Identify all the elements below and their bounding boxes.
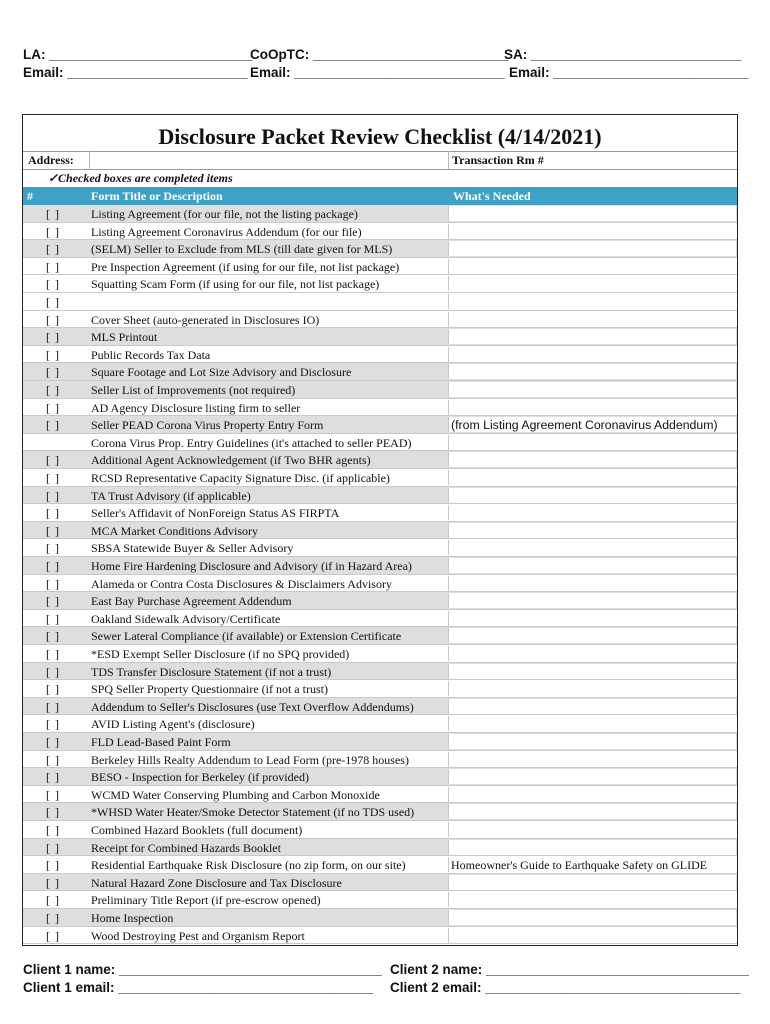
form-title: Receipt for Combined Hazards Booklet	[91, 840, 281, 855]
whats-needed-cell[interactable]	[448, 646, 736, 661]
coop-email-field[interactable]: Email: ____________________________	[250, 65, 505, 80]
table-row	[23, 786, 737, 804]
table-row	[23, 487, 737, 505]
table-row	[23, 451, 737, 469]
checkbox[interactable]: [ ]	[46, 365, 60, 380]
whats-needed-cell[interactable]	[448, 910, 736, 925]
whats-needed-cell[interactable]	[448, 875, 736, 890]
checkbox[interactable]: [ ]	[46, 559, 60, 573]
whats-needed-cell[interactable]	[448, 452, 736, 467]
table-row	[23, 663, 737, 681]
form-title: Cover Sheet (auto-generated in Disclosures IO)	[91, 312, 320, 327]
whats-needed-cell[interactable]	[448, 928, 736, 943]
checkbox[interactable]: [ ]	[46, 453, 60, 468]
whats-needed-cell[interactable]	[448, 540, 736, 555]
whats-needed-cell[interactable]	[448, 224, 736, 239]
form-title: Sewer Lateral Compliance (if available) or Extension Certificate	[91, 629, 402, 644]
checkbox[interactable]: [ ]	[46, 752, 60, 767]
divider	[23, 169, 737, 170]
whats-needed-cell[interactable]	[448, 892, 736, 907]
table-row	[23, 293, 737, 311]
form-title: SBSA Statewide Buyer & Seller Advisory	[91, 541, 294, 556]
checkbox[interactable]: [ ]	[46, 347, 60, 362]
whats-needed-cell[interactable]	[448, 681, 736, 696]
whats-needed-cell[interactable]	[448, 716, 736, 731]
table-row	[23, 627, 737, 645]
checkbox[interactable]: [ ]	[46, 805, 60, 820]
checkbox[interactable]: [ ]	[46, 664, 60, 679]
form-title: Oakland Sidewalk Advisory/Certificate	[91, 611, 281, 626]
table-row	[23, 539, 737, 557]
table-row	[23, 592, 737, 610]
whats-needed-cell[interactable]	[448, 347, 736, 362]
checkbox[interactable]: [ ]	[46, 611, 60, 626]
form-title: Preliminary Title Report (if pre-escrow opened)	[91, 893, 321, 908]
form-title: Home Fire Hardening Disclosure and Advisory (if in Hazard Area)	[91, 559, 412, 573]
form-title: Addendum to Seller's Disclosures (use Text Overflow Addendums)	[91, 699, 414, 714]
whats-needed-cell[interactable]	[448, 664, 736, 679]
checkbox[interactable]: [ ]	[46, 875, 60, 890]
table-row	[23, 469, 737, 487]
whats-needed-cell[interactable]	[448, 364, 736, 379]
table-row	[23, 311, 737, 329]
sa-email-field[interactable]: Email: __________________________	[509, 65, 749, 80]
whats-needed-cell[interactable]	[448, 699, 736, 714]
checkbox[interactable]: [ ]	[46, 928, 60, 943]
whats-needed-cell[interactable]	[448, 769, 736, 784]
form-title: Public Records Tax Data	[91, 347, 211, 362]
form-title: Listing Agreement (for our file, not the listing package)	[91, 207, 358, 221]
form-title: BESO - Inspection for Berkeley (if provided)	[91, 770, 309, 785]
form-title: FLD Lead-Based Paint Form	[91, 735, 231, 749]
form-title: Home Inspection	[91, 911, 174, 925]
table-row	[23, 557, 737, 575]
form-title: Square Footage and Lot Size Advisory and Disclosure	[91, 365, 352, 380]
table-row	[23, 575, 737, 593]
checkbox[interactable]: [ ]	[46, 523, 60, 538]
form-title: Listing Agreement Coronavirus Addendum (for our file)	[91, 224, 362, 239]
checkbox[interactable]: [ ]	[46, 858, 60, 873]
divider	[448, 151, 449, 169]
form-title: Berkeley Hills Realty Addendum to Lead Form (pre-1978 houses)	[91, 752, 409, 767]
table-row	[23, 751, 737, 769]
form-title: Seller List of Improvements (not required)	[91, 383, 296, 397]
table-row	[23, 399, 737, 417]
checkbox[interactable]: [ ]	[46, 699, 60, 714]
whats-needed-cell[interactable]	[448, 857, 736, 872]
form-title: Corona Virus Prop. Entry Guidelines (it's attached to seller PEAD)	[91, 435, 412, 450]
whats-needed-cell[interactable]	[448, 312, 736, 327]
form-title: Squatting Scam Form (if using for our file, not list package)	[91, 277, 380, 292]
checkbox[interactable]: [ ]	[46, 840, 60, 855]
form-title: Wood Destroying Pest and Organism Report	[91, 928, 305, 943]
table-header	[23, 187, 737, 205]
checkbox[interactable]: [ ]	[46, 330, 60, 345]
form-title: Seller's Affidavit of NonForeign Status AS FIRPTA	[91, 506, 340, 521]
form-title: Residential Earthquake Risk Disclosure (no zip form, on our site)	[91, 858, 406, 873]
form-title: Additional Agent Acknowledgement (if Two BHR agents)	[91, 453, 371, 468]
table-row	[23, 416, 737, 434]
checkbox[interactable]: [ ]	[46, 911, 60, 925]
whats-needed-cell[interactable]	[448, 241, 736, 256]
checkbox[interactable]: [ ]	[46, 541, 60, 556]
checkbox[interactable]: [ ]	[46, 647, 60, 661]
checkbox[interactable]: [ ]	[46, 207, 60, 221]
table-row	[23, 733, 737, 751]
col-whats-needed: What's Needed	[453, 189, 531, 203]
form-title: Seller PEAD Corona Virus Property Entry Form	[91, 418, 324, 433]
checkbox[interactable]: [ ]	[46, 893, 60, 908]
checkbox[interactable]: [ ]	[46, 242, 60, 257]
form-title: WCMD Water Conserving Plumbing and Carbon Monoxide	[91, 787, 380, 802]
col-form-title: Form Title or Description	[91, 189, 223, 203]
divider	[89, 151, 90, 169]
table-row	[23, 891, 737, 909]
form-title: Combined Hazard Booklets (full document)	[91, 823, 303, 837]
form-title: AD Agency Disclosure listing firm to seller	[91, 400, 301, 415]
whats-needed-cell[interactable]	[448, 576, 736, 591]
checkbox[interactable]: [ ]	[46, 418, 60, 433]
checkbox[interactable]: [ ]	[46, 629, 60, 644]
client1-email-field[interactable]: Client 1 email: __________________________________	[23, 980, 374, 995]
checkbox[interactable]: [ ]	[46, 295, 60, 309]
table-row	[23, 927, 737, 945]
table-row	[23, 698, 737, 716]
table-row	[23, 839, 737, 857]
table-row	[23, 504, 737, 522]
table-row	[23, 223, 737, 241]
checkbox[interactable]: [ ]	[46, 717, 60, 732]
whats-needed-cell[interactable]	[448, 470, 736, 485]
checkbox[interactable]: [ ]	[46, 383, 60, 397]
form-title: AVID Listing Agent's (disclosure)	[91, 717, 255, 732]
whats-needed-cell[interactable]	[448, 628, 736, 643]
checkbox[interactable]: [ ]	[46, 471, 60, 485]
form-title: SPQ Seller Property Questionnaire (if not a trust)	[91, 682, 328, 697]
checkbox[interactable]: [ ]	[46, 312, 60, 327]
whats-needed-cell[interactable]	[448, 734, 736, 749]
whats-needed-cell[interactable]	[448, 505, 736, 520]
table-row	[23, 610, 737, 628]
whats-needed-cell[interactable]	[448, 206, 736, 221]
col-number: #	[27, 189, 33, 203]
checkbox[interactable]: [ ]	[46, 682, 60, 697]
whats-needed-cell[interactable]	[448, 276, 736, 291]
checkbox[interactable]: [ ]	[46, 787, 60, 802]
table-row	[23, 205, 737, 223]
table-row	[23, 522, 737, 540]
form-title: MCA Market Conditions Advisory	[91, 523, 259, 538]
table-row	[23, 258, 737, 276]
whats-needed-cell[interactable]	[448, 435, 736, 450]
whats-needed-cell[interactable]	[448, 611, 736, 626]
whats-needed-cell[interactable]	[448, 329, 736, 344]
checkbox[interactable]: [ ]	[46, 594, 60, 609]
form-title: TA Trust Advisory (if applicable)	[91, 488, 251, 503]
checked-note: ✓Checked boxes are completed items	[48, 171, 233, 185]
table-row	[23, 381, 737, 399]
transaction-label: Transaction Rm #	[452, 153, 544, 167]
checkbox[interactable]: [ ]	[46, 400, 60, 415]
checkbox[interactable]: [ ]	[46, 770, 60, 785]
whats-needed-cell[interactable]	[448, 593, 736, 608]
table-row	[23, 821, 737, 839]
client2-email-field[interactable]: Client 2 email: __________________________________	[390, 980, 741, 995]
checkbox[interactable]: [ ]	[46, 576, 60, 591]
form-title: Pre Inspection Agreement (if using for our file, not list package)	[91, 259, 400, 274]
whats-needed-cell[interactable]	[448, 400, 736, 415]
whats-needed-cell[interactable]	[448, 259, 736, 274]
checkbox[interactable]: [ ]	[46, 823, 60, 837]
address-label: Address:	[28, 153, 74, 167]
whats-needed-cell[interactable]	[448, 294, 736, 309]
checkbox[interactable]: [ ]	[46, 735, 60, 749]
whats-needed-cell[interactable]	[448, 382, 736, 397]
coop-tc-field[interactable]: CoOpTC: __________________________	[250, 47, 509, 62]
form-title: MLS Printout	[91, 330, 158, 345]
whats-needed-cell[interactable]	[448, 804, 736, 819]
checkbox[interactable]: [ ]	[46, 488, 60, 503]
whats-needed-cell[interactable]	[448, 417, 736, 432]
checkbox[interactable]: [ ]	[46, 506, 60, 521]
whats-needed-cell[interactable]	[448, 558, 736, 573]
checkbox[interactable]: [ ]	[46, 259, 60, 274]
table-row	[23, 715, 737, 733]
la-field[interactable]: LA: ___________________________	[23, 47, 252, 62]
form-title: Natural Hazard Zone Disclosure and Tax Disclosure	[91, 875, 342, 890]
client2-name-field[interactable]: Client 2 name: ___________________________________	[390, 962, 749, 977]
divider	[23, 151, 737, 152]
whats-needed-cell[interactable]	[448, 840, 736, 855]
checkbox[interactable]: [ ]	[46, 224, 60, 239]
table-row	[23, 346, 737, 364]
form-title: East Bay Purchase Agreement Addendum	[91, 594, 292, 609]
sa-field[interactable]: SA: ____________________________	[504, 47, 742, 62]
la-email-field[interactable]: Email: ________________________	[23, 65, 248, 80]
table-row	[23, 434, 737, 452]
table-row	[23, 328, 737, 346]
page-title: Disclosure Packet Review Checklist (4/14/2021)	[158, 124, 602, 149]
form-title: RCSD Representative Capacity Signature Disc. (if applicable)	[91, 471, 390, 485]
form-title: *ESD Exempt Seller Disclosure (if no SPQ provided)	[91, 647, 350, 661]
whats-needed-cell[interactable]	[448, 822, 736, 837]
table-row	[23, 363, 737, 381]
table-row	[23, 909, 737, 927]
table-row	[23, 874, 737, 892]
checkbox[interactable]: [ ]	[46, 277, 60, 292]
whats-needed-cell[interactable]	[448, 787, 736, 802]
form-title: TDS Transfer Disclosure Statement (if not a trust)	[91, 664, 332, 679]
whats-needed-text: (from Listing Agreement Coronavirus Addendum)	[451, 418, 718, 433]
whats-needed-text: Homeowner's Guide to Earthquake Safety on GLIDE	[451, 858, 708, 873]
form-title: *WHSD Water Heater/Smoke Detector Statement (if no TDS used)	[91, 805, 415, 820]
table-row	[23, 680, 737, 698]
table-row	[23, 856, 737, 874]
form-title: (SELM) Seller to Exclude from MLS (till date given for MLS)	[91, 242, 393, 257]
table-row	[23, 645, 737, 663]
form-title: Alameda or Contra Costa Disclosures & Disclaimers Advisory	[91, 576, 392, 591]
whats-needed-cell[interactable]	[448, 523, 736, 538]
whats-needed-cell[interactable]	[448, 488, 736, 503]
table-row	[23, 275, 737, 293]
client1-name-field[interactable]: Client 1 name: ___________________________________	[23, 962, 382, 977]
whats-needed-cell[interactable]	[448, 752, 736, 767]
table-row	[23, 768, 737, 786]
table-row	[23, 803, 737, 821]
table-row	[23, 240, 737, 258]
